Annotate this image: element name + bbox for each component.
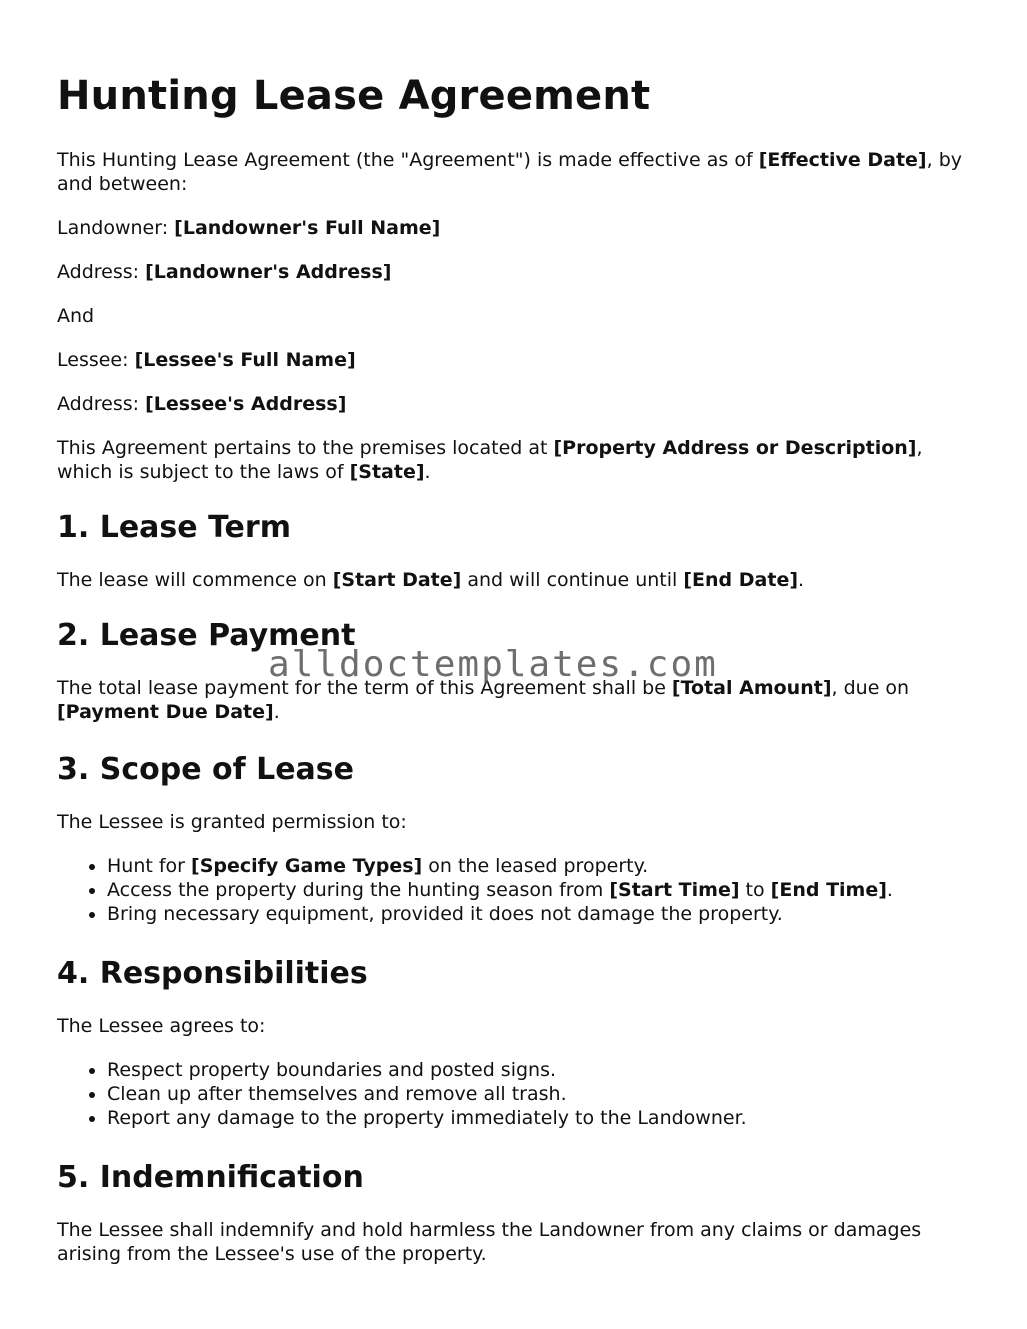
lease-term-paragraph	[57, 568, 969, 592]
lessee-line	[57, 348, 969, 372]
premises-paragraph	[57, 436, 969, 484]
lease-payment-text-end: .	[273, 701, 280, 723]
lessee-address-label: Address:	[57, 393, 146, 415]
scope-intro: The Lessee is granted permission to:	[57, 811, 407, 833]
landowner-address-line	[57, 260, 969, 284]
lessee-label: Lessee:	[57, 349, 135, 371]
section-heading-lease-payment: 2. Lease Payment	[57, 618, 356, 653]
section-heading-lease-term: 1. Lease Term	[57, 510, 291, 545]
landowner-name-placeholder: [Landowner's Full Name]	[174, 217, 441, 239]
list-item: • Respect property boundaries and posted signs.	[107, 1058, 969, 1082]
document	[57, 70, 969, 1286]
list-item	[107, 878, 969, 902]
total-amount-placeholder: [Total Amount]	[671, 677, 832, 699]
responsibilities-intro: The Lessee agrees to:	[57, 1015, 266, 1037]
end-time-placeholder: [End Time]	[770, 879, 887, 901]
section-heading-responsibilities: 4. Responsibilities	[57, 956, 368, 991]
property-placeholder: [Property Address or Description]	[553, 437, 917, 459]
end-date-placeholder: [End Date]	[683, 569, 799, 591]
and-text: And	[57, 305, 95, 327]
premises-text-end: .	[424, 461, 431, 483]
state-placeholder: [State]	[349, 461, 425, 483]
scope-list	[57, 854, 969, 926]
list-item	[107, 854, 969, 878]
lease-payment-text-mid: , due on	[831, 677, 910, 699]
document-title: Hunting Lease Agreement	[57, 73, 651, 119]
landowner-address-label: Address:	[57, 261, 146, 283]
responsibilities-list	[57, 1058, 969, 1130]
landowner-address-placeholder: [Landowner's Address]	[145, 261, 392, 283]
lease-payment-paragraph	[57, 676, 969, 724]
watermark: alldoctemplates.com	[268, 644, 718, 685]
premises-text: This Agreement pertains to the premises located at	[57, 437, 554, 459]
scope-item-text-end: .	[886, 879, 893, 901]
section-heading-indemnification: 5. Indemnification	[57, 1160, 364, 1195]
landowner-label: Landowner:	[57, 217, 175, 239]
scope-item-text: Hunt for	[107, 855, 192, 877]
intro-text-end: , by and between:	[57, 149, 963, 195]
lessee-address-placeholder: [Lessee's Address]	[145, 393, 347, 415]
lease-term-text-end: .	[798, 569, 805, 591]
scope-item-text-end: on the leased property.	[422, 855, 649, 877]
payment-due-date-placeholder: [Payment Due Date]	[57, 701, 274, 723]
scope-item-text-mid: to	[739, 879, 771, 901]
lease-term-text: The lease will commence on	[57, 569, 333, 591]
premises-text-mid: , which is subject to the laws of	[57, 437, 923, 483]
indemnification-paragraph: The Lessee shall indemnify and hold harmless the Landowner from any claims or damages arising from the Lessee's use of the property.	[57, 1219, 922, 1265]
start-date-placeholder: [Start Date]	[332, 569, 462, 591]
intro-paragraph	[57, 148, 969, 196]
lessee-name-placeholder: [Lessee's Full Name]	[134, 349, 356, 371]
section-heading-scope: 3. Scope of Lease	[57, 752, 354, 787]
lease-payment-text: The total lease payment for the term of this Agreement shall be	[57, 677, 672, 699]
intro-text: This Hunting Lease Agreement (the "Agreement") is made effective as of	[57, 149, 759, 171]
list-item: • Clean up after themselves and remove all trash.	[107, 1082, 969, 1106]
list-item: • Report any damage to the property immediately to the Landowner.	[107, 1106, 969, 1130]
landowner-line	[57, 216, 969, 240]
start-time-placeholder: [Start Time]	[609, 879, 740, 901]
game-types-placeholder: [Specify Game Types]	[191, 855, 423, 877]
effective-date-placeholder: [Effective Date]	[758, 149, 927, 171]
lessee-address-line	[57, 392, 969, 416]
scope-item-text: Access the property during the hunting season from	[107, 879, 610, 901]
lease-term-text-mid: and will continue until	[461, 569, 684, 591]
list-item: • Bring necessary equipment, provided it does not damage the property.	[107, 902, 969, 926]
